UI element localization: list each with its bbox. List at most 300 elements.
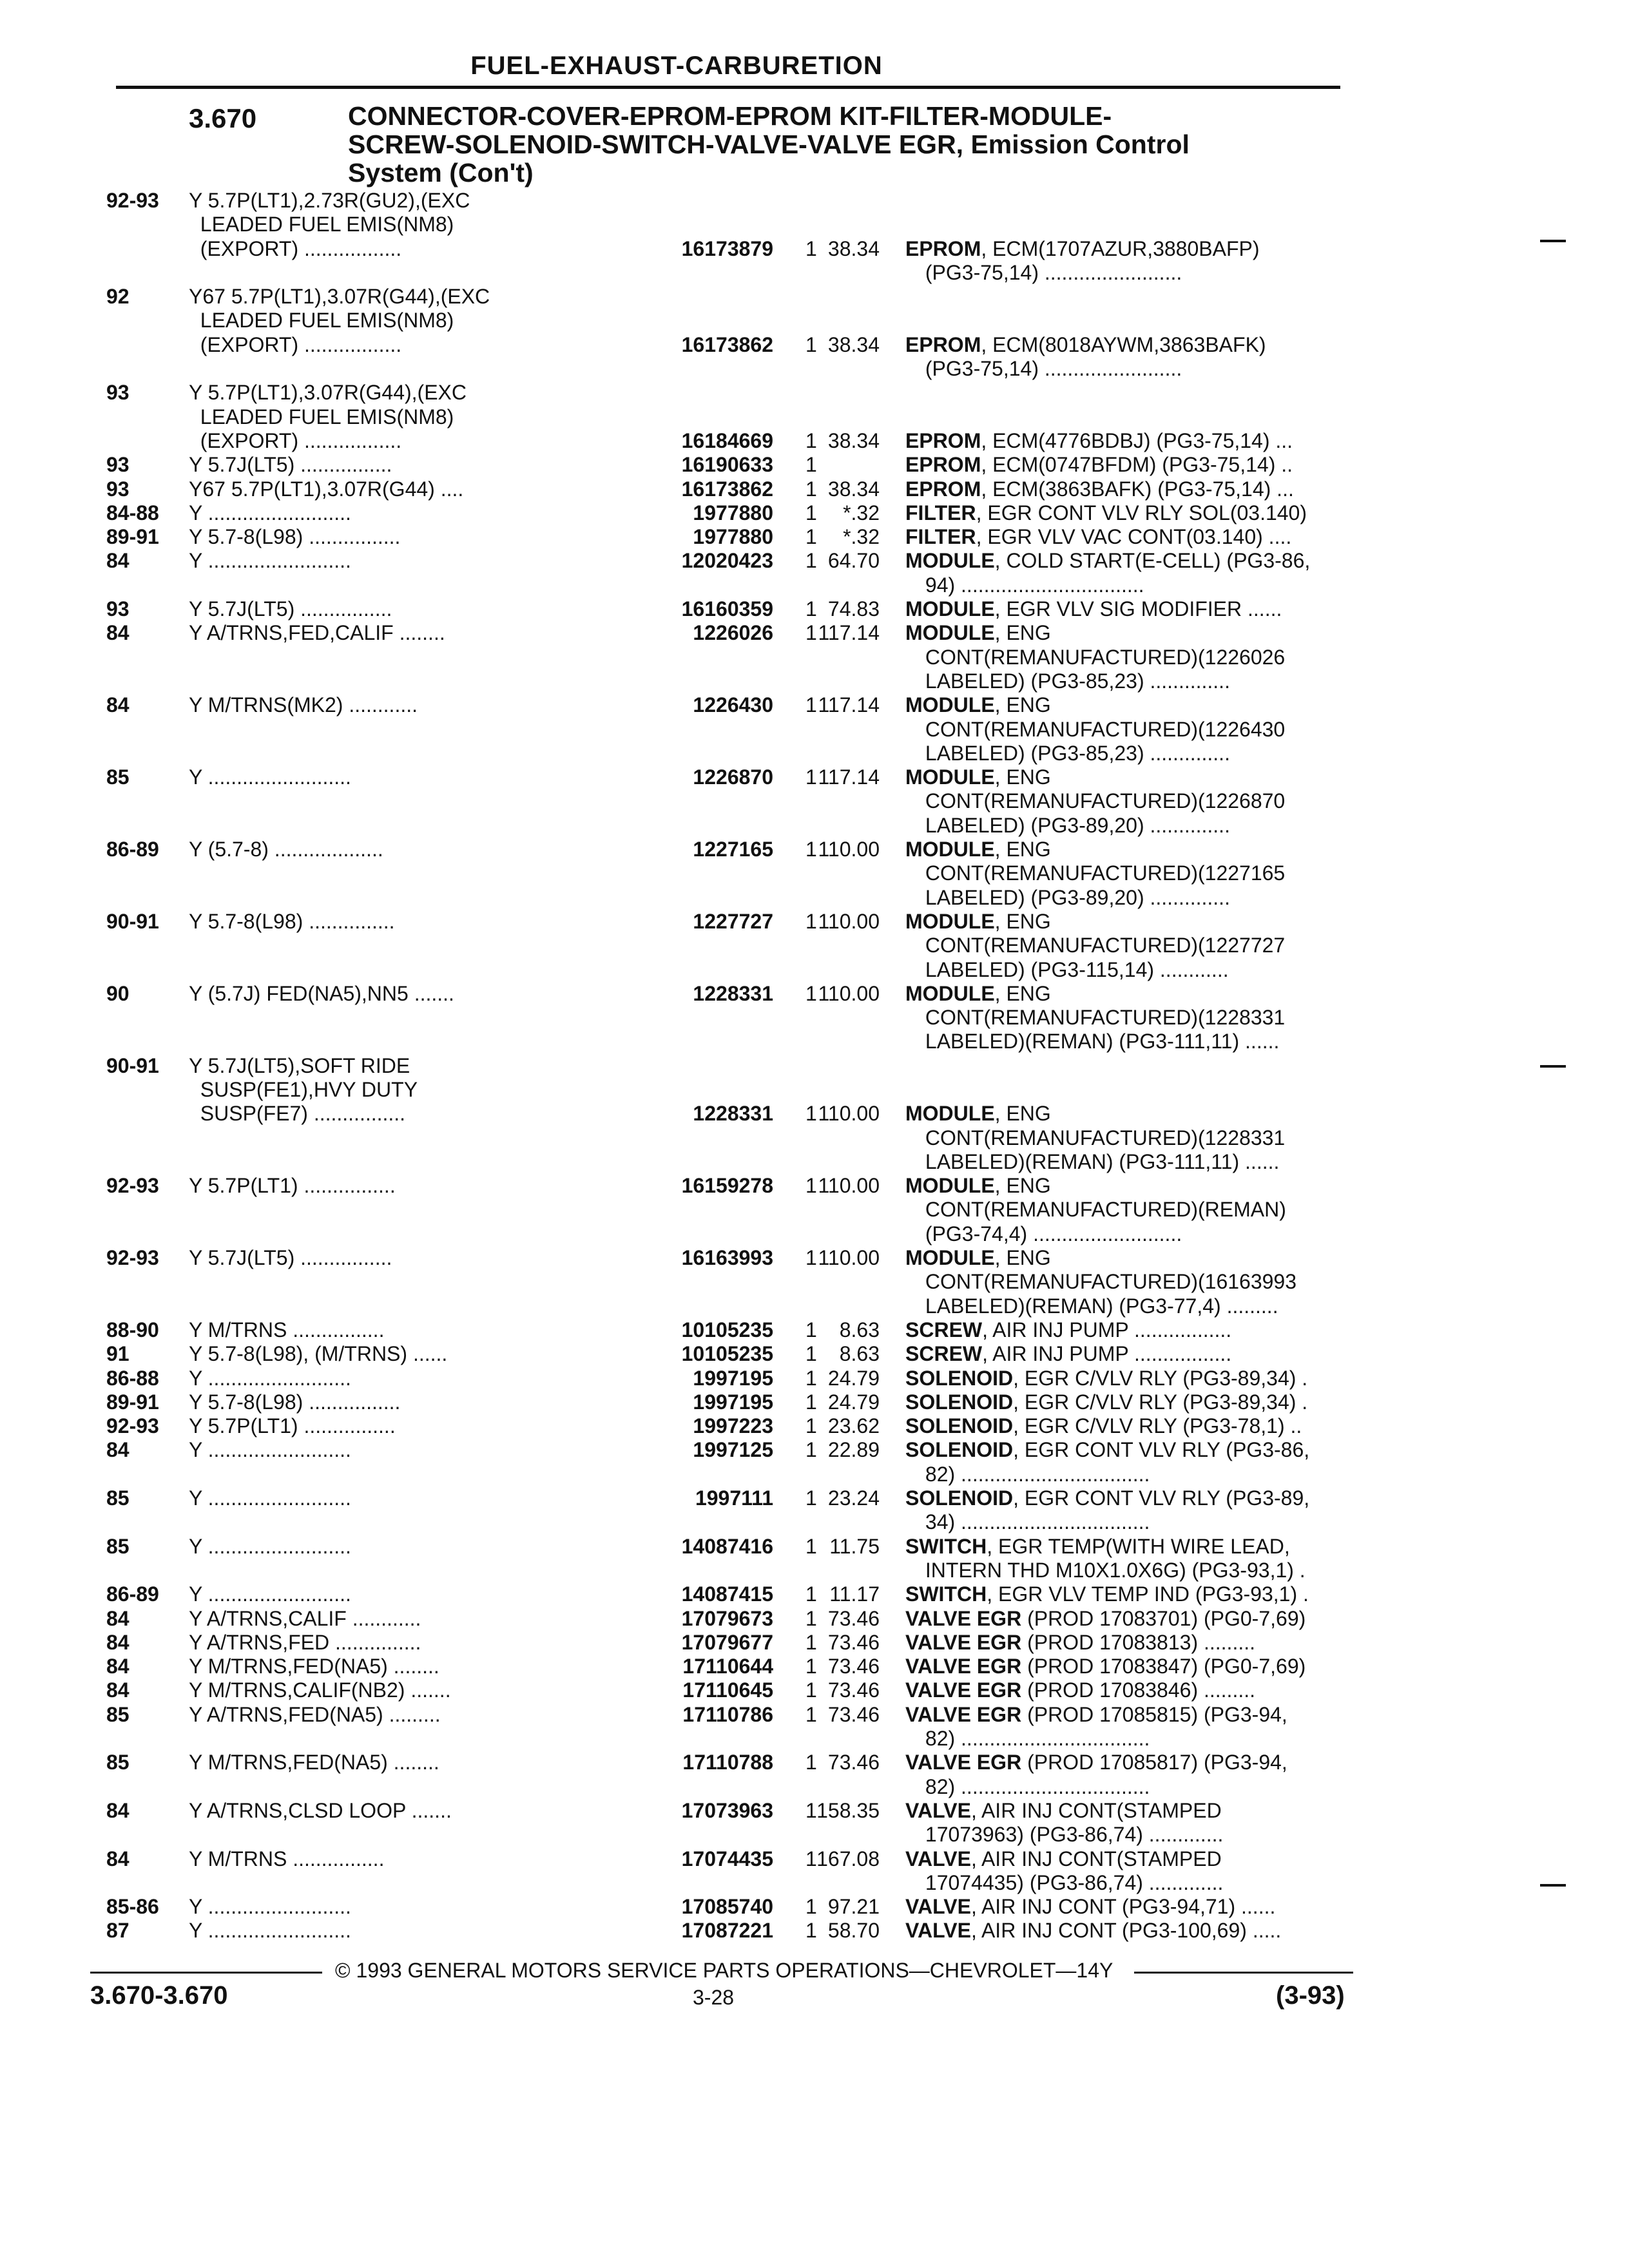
price: 73.46 bbox=[827, 1630, 880, 1654]
price: 73.46 bbox=[827, 1655, 880, 1678]
application-line: (EXPORT) ................. bbox=[189, 332, 402, 356]
part-detail: , EGR TEMP(WITH WIRE LEAD, bbox=[987, 1534, 1290, 1558]
application-line: LEADED FUEL EMIS(NM8) bbox=[189, 309, 454, 332]
model-year: 84 bbox=[106, 621, 130, 645]
description-line bbox=[905, 333, 1395, 357]
description-line: LABELED) (PG3-85,23) .............. bbox=[920, 669, 1230, 693]
description-line bbox=[905, 1751, 1395, 1774]
description bbox=[905, 1390, 1395, 1414]
description-line bbox=[905, 1678, 1395, 1702]
part-detail: (PROD 17085815) (PG3-94, bbox=[1021, 1702, 1287, 1726]
description bbox=[905, 1486, 1395, 1535]
part-detail: (PROD 17083846) ......... bbox=[1021, 1678, 1255, 1702]
application-line: Y A/TRNS,FED,CALIF ........ bbox=[189, 621, 445, 645]
description bbox=[905, 1174, 1395, 1246]
price: 23.24 bbox=[827, 1486, 880, 1510]
part-number: 1227165 bbox=[693, 838, 773, 861]
description-line bbox=[905, 1582, 1395, 1606]
group-title bbox=[348, 102, 1353, 187]
part-name: SOLENOID bbox=[905, 1366, 1014, 1390]
description bbox=[905, 1414, 1395, 1438]
part-name: MODULE bbox=[905, 549, 995, 573]
model-year: 93 bbox=[106, 381, 130, 405]
description-line: CONT(REMANUFACTURED)(1226430 bbox=[920, 717, 1286, 741]
part-number: 1228331 bbox=[693, 981, 773, 1005]
table-row bbox=[106, 1390, 1356, 1414]
application-line: Y A/TRNS,FED(NA5) ......... bbox=[189, 1702, 441, 1726]
table-row bbox=[106, 1318, 1356, 1342]
model-year: 89-91 bbox=[106, 1390, 159, 1414]
model-year: 85-86 bbox=[106, 1895, 159, 1919]
footer-rule-right bbox=[1134, 1972, 1353, 1974]
application-line: Y ......................... bbox=[189, 765, 351, 789]
part-name: MODULE bbox=[905, 1102, 995, 1126]
part-detail: , AIR INJ PUMP ................. bbox=[982, 1342, 1232, 1366]
price: 24.79 bbox=[827, 1366, 880, 1390]
part-name: SCREW bbox=[905, 1318, 983, 1341]
price: *.32 bbox=[843, 525, 880, 549]
application-line: Y ......................... bbox=[189, 1895, 351, 1919]
application-line: Y M/TRNS(MK2) ............ bbox=[189, 693, 418, 717]
model-year: 88-90 bbox=[106, 1318, 159, 1341]
part-name: MODULE bbox=[905, 621, 995, 645]
part-detail: (PROD 17083701) (PG0-7,69) bbox=[1021, 1606, 1306, 1630]
quantity: 1 bbox=[805, 549, 817, 573]
table-row bbox=[106, 621, 1356, 693]
description bbox=[905, 1678, 1395, 1702]
application-line: Y 5.7P(LT1) ................ bbox=[189, 1174, 396, 1198]
application-line: Y (5.7J) FED(NA5),NN5 ....... bbox=[189, 981, 454, 1005]
table-row bbox=[106, 381, 1356, 453]
model-year: 90-91 bbox=[106, 1053, 159, 1077]
group-title-line-2: SCREW-SOLENOID-SWITCH-VALVE-VALVE EGR, Emission Control bbox=[348, 130, 1190, 159]
footer-group-range: 3.670-3.670 bbox=[90, 1981, 228, 2010]
part-detail: , ENG bbox=[994, 621, 1051, 645]
application-line: Y67 5.7P(LT1),3.07R(G44),(EXC bbox=[189, 285, 490, 309]
description bbox=[905, 1582, 1395, 1606]
part-name: SWITCH bbox=[905, 1534, 987, 1558]
quantity: 1 bbox=[805, 477, 817, 501]
part-detail: , ENG bbox=[994, 1174, 1051, 1198]
description-line bbox=[905, 1631, 1395, 1655]
table-row bbox=[106, 1799, 1356, 1847]
description bbox=[905, 237, 1395, 285]
part-name: VALVE EGR bbox=[905, 1630, 1022, 1654]
part-number: 12020423 bbox=[681, 549, 773, 573]
quantity: 1 bbox=[805, 1606, 817, 1630]
description bbox=[905, 838, 1395, 910]
price: 74.83 bbox=[827, 597, 880, 621]
part-number: 17085740 bbox=[681, 1895, 773, 1919]
model-year: 92-93 bbox=[106, 1414, 159, 1438]
quantity: 1 bbox=[805, 1486, 817, 1510]
application-line: Y 5.7-8(L98), (M/TRNS) ...... bbox=[189, 1342, 448, 1366]
description-line bbox=[905, 1318, 1395, 1342]
quantity: 1 bbox=[805, 453, 817, 477]
description-line: LABELED) (PG3-115,14) ............ bbox=[920, 957, 1229, 981]
table-row bbox=[106, 525, 1356, 549]
description-line bbox=[905, 1607, 1395, 1631]
quantity: 1 bbox=[805, 332, 817, 356]
description bbox=[905, 549, 1395, 597]
model-year: 84 bbox=[106, 1678, 130, 1702]
price: 117.14 bbox=[818, 693, 880, 717]
part-name: MODULE bbox=[905, 1174, 995, 1198]
part-detail: , AIR INJ PUMP ................. bbox=[982, 1318, 1232, 1341]
application-line: Y ......................... bbox=[189, 1534, 351, 1558]
part-number: 17110644 bbox=[682, 1655, 773, 1678]
application-line: Y ......................... bbox=[189, 549, 351, 573]
part-name: VALVE EGR bbox=[905, 1678, 1022, 1702]
part-name: MODULE bbox=[905, 909, 995, 933]
application-line: Y A/TRNS,CLSD LOOP ....... bbox=[189, 1798, 452, 1822]
description-line bbox=[905, 982, 1395, 1006]
part-detail: , ECM(3863BAFK) (PG3-75,14) ... bbox=[981, 477, 1294, 501]
description bbox=[905, 1655, 1395, 1678]
part-detail: , EGR VLV TEMP IND (PG3-93,1) . bbox=[987, 1582, 1309, 1606]
description-line: CONT(REMANUFACTURED)(REMAN) bbox=[920, 1198, 1286, 1222]
table-row bbox=[106, 189, 1356, 285]
description bbox=[905, 1318, 1395, 1342]
application-line: Y 5.7-8(L98) ................ bbox=[189, 525, 401, 549]
part-number: 16184669 bbox=[681, 428, 773, 452]
table-row bbox=[106, 838, 1356, 910]
part-number: 14087415 bbox=[681, 1582, 773, 1606]
description bbox=[905, 982, 1395, 1054]
part-number: 16190633 bbox=[681, 453, 773, 477]
price: 24.79 bbox=[827, 1390, 880, 1414]
part-number: 16173862 bbox=[681, 477, 773, 501]
price: 117.14 bbox=[818, 765, 880, 789]
application-line: Y 5.7P(LT1),2.73R(GU2),(EXC bbox=[189, 189, 470, 212]
application-line: Y 5.7J(LT5) ................ bbox=[189, 453, 392, 477]
price: 23.62 bbox=[827, 1414, 880, 1438]
price: 11.17 bbox=[829, 1582, 880, 1606]
description-line bbox=[905, 1174, 1395, 1198]
quantity: 1 bbox=[805, 1678, 817, 1702]
description-line bbox=[905, 910, 1395, 934]
quantity: 1 bbox=[805, 1751, 817, 1774]
table-row bbox=[106, 1486, 1356, 1535]
part-number: 16163993 bbox=[681, 1246, 773, 1270]
application-line: Y ......................... bbox=[189, 1582, 351, 1606]
quantity: 1 bbox=[805, 1630, 817, 1654]
model-year: 84 bbox=[106, 1606, 130, 1630]
price: *.32 bbox=[843, 501, 880, 524]
description-line: 34) ................................. bbox=[920, 1510, 1150, 1534]
header-rule bbox=[116, 86, 1340, 89]
part-detail: , ENG bbox=[994, 1246, 1051, 1270]
application-line: SUSP(FE7) ................ bbox=[189, 1102, 406, 1126]
price: 110.00 bbox=[818, 1102, 880, 1126]
group-title-line-1: CONNECTOR-COVER-EPROM-EPROM KIT-FILTER-MODULE- bbox=[348, 101, 1112, 131]
description-line bbox=[905, 693, 1395, 717]
description-line bbox=[905, 1655, 1395, 1678]
part-name: EPROM bbox=[905, 453, 981, 477]
margin-mark bbox=[1540, 1884, 1566, 1887]
table-row bbox=[106, 1895, 1356, 1919]
quantity: 1 bbox=[805, 1390, 817, 1414]
part-detail: , COLD START(E-CELL) (PG3-86, bbox=[994, 549, 1311, 573]
description bbox=[905, 621, 1395, 693]
part-name: SWITCH bbox=[905, 1582, 987, 1606]
description-line bbox=[905, 429, 1395, 453]
application-line: Y67 5.7P(LT1),3.07R(G44) .... bbox=[189, 477, 464, 501]
description-line: LABELED)(REMAN) (PG3-77,4) ......... bbox=[920, 1294, 1278, 1318]
quantity: 1 bbox=[805, 1582, 817, 1606]
table-row bbox=[106, 453, 1356, 477]
application-line: Y 5.7P(LT1),3.07R(G44),(EXC bbox=[189, 381, 467, 405]
price: 110.00 bbox=[818, 838, 880, 861]
part-name: MODULE bbox=[905, 981, 995, 1005]
description-line bbox=[905, 1799, 1395, 1823]
price: 73.46 bbox=[827, 1678, 880, 1702]
model-year: 84 bbox=[106, 1847, 130, 1870]
application-line: SUSP(FE1),HVY DUTY bbox=[189, 1077, 418, 1101]
application-line: Y ......................... bbox=[189, 1438, 351, 1462]
part-detail: , EGR CONT VLV RLY (PG3-86, bbox=[1013, 1438, 1310, 1462]
table-row bbox=[106, 1655, 1356, 1678]
quantity: 1 bbox=[805, 1174, 817, 1198]
table-row bbox=[106, 1582, 1356, 1606]
part-name: MODULE bbox=[905, 693, 995, 717]
price: 73.46 bbox=[827, 1606, 880, 1630]
description-line bbox=[905, 237, 1395, 261]
description bbox=[905, 1438, 1395, 1486]
description-line bbox=[905, 1414, 1395, 1438]
quantity: 1 bbox=[805, 1798, 817, 1822]
price: 38.34 bbox=[827, 477, 880, 501]
part-detail: , AIR INJ CONT(STAMPED bbox=[970, 1798, 1222, 1822]
part-number: 1226430 bbox=[693, 693, 773, 717]
quantity: 1 bbox=[805, 501, 817, 524]
price: 110.00 bbox=[818, 981, 880, 1005]
application-line: (EXPORT) ................. bbox=[189, 428, 402, 452]
description-line bbox=[905, 1438, 1395, 1462]
application-line: Y A/TRNS,FED ............... bbox=[189, 1630, 421, 1654]
description bbox=[905, 333, 1395, 381]
part-detail: , EGR C/VLV RLY (PG3-78,1) .. bbox=[1013, 1414, 1302, 1438]
description bbox=[905, 525, 1395, 549]
table-row bbox=[106, 1342, 1356, 1366]
description-line bbox=[905, 1342, 1395, 1366]
quantity: 1 bbox=[805, 621, 817, 645]
price: 167.08 bbox=[816, 1847, 880, 1870]
description-line: CONT(REMANUFACTURED)(1227165 bbox=[920, 861, 1286, 885]
quantity: 1 bbox=[805, 525, 817, 549]
application-line: Y M/TRNS ................ bbox=[189, 1847, 385, 1870]
part-name: EPROM bbox=[905, 236, 981, 260]
quantity: 1 bbox=[805, 1318, 817, 1341]
part-number: 1997125 bbox=[693, 1438, 773, 1462]
model-year: 84 bbox=[106, 549, 130, 573]
table-row bbox=[106, 1438, 1356, 1486]
quantity: 1 bbox=[805, 236, 817, 260]
description bbox=[905, 597, 1395, 621]
description-line bbox=[905, 621, 1395, 645]
footer-rule-left bbox=[90, 1972, 322, 1974]
quantity: 1 bbox=[805, 1534, 817, 1558]
description-line: 94) ................................ bbox=[920, 573, 1144, 597]
application-line: Y 5.7P(LT1) ................ bbox=[189, 1414, 396, 1438]
description bbox=[905, 501, 1395, 525]
part-detail: , EGR C/VLV RLY (PG3-89,34) . bbox=[1013, 1390, 1308, 1414]
description bbox=[905, 429, 1395, 453]
description-line: CONT(REMANUFACTURED)(1226026 bbox=[920, 645, 1286, 669]
description-line: CONT(REMANUFACTURED)(1228331 bbox=[920, 1006, 1286, 1030]
description bbox=[905, 477, 1395, 501]
table-row bbox=[106, 597, 1356, 621]
group-title-line-3: System (Con't) bbox=[348, 158, 534, 187]
description-line bbox=[905, 1895, 1395, 1919]
description-line bbox=[905, 1102, 1395, 1126]
quantity: 1 bbox=[805, 597, 817, 621]
part-number: 1997111 bbox=[695, 1486, 773, 1510]
part-detail: , AIR INJ CONT(STAMPED bbox=[970, 1847, 1222, 1870]
part-number: 14087416 bbox=[681, 1534, 773, 1558]
table-row bbox=[106, 1678, 1356, 1702]
part-name: VALVE EGR bbox=[905, 1751, 1022, 1774]
model-year: 93 bbox=[106, 477, 130, 501]
table-row bbox=[106, 1847, 1356, 1896]
part-number: 10105235 bbox=[681, 1318, 773, 1341]
part-name: SOLENOID bbox=[905, 1414, 1014, 1438]
table-row bbox=[106, 1367, 1356, 1390]
description-line bbox=[905, 501, 1395, 525]
part-number: 1226026 bbox=[693, 621, 773, 645]
application-line: Y M/TRNS,CALIF(NB2) ....... bbox=[189, 1678, 451, 1702]
quantity: 1 bbox=[805, 1655, 817, 1678]
description bbox=[905, 1847, 1395, 1896]
part-detail: , ENG bbox=[994, 981, 1051, 1005]
part-number: 1997195 bbox=[693, 1366, 773, 1390]
description-line: (PG3-75,14) ........................ bbox=[920, 357, 1182, 381]
description-line: LABELED)(REMAN) (PG3-111,11) ...... bbox=[920, 1030, 1280, 1053]
model-year: 86-89 bbox=[106, 838, 159, 861]
description-line bbox=[905, 477, 1395, 501]
group-number: 3.670 bbox=[189, 103, 257, 133]
part-detail: , ECM(0747BFDM) (PG3-75,14) .. bbox=[981, 453, 1293, 477]
model-year: 91 bbox=[106, 1342, 130, 1366]
price: 8.63 bbox=[839, 1318, 880, 1341]
model-year: 85 bbox=[106, 765, 130, 789]
part-name: SOLENOID bbox=[905, 1486, 1014, 1510]
part-number: 17073963 bbox=[681, 1798, 773, 1822]
price: 22.89 bbox=[827, 1438, 880, 1462]
part-detail: , ECM(1707AZUR,3880BAFP) bbox=[981, 236, 1260, 260]
part-name: VALVE bbox=[905, 1847, 971, 1870]
part-number: 16173862 bbox=[681, 332, 773, 356]
application-line: Y ......................... bbox=[189, 1366, 351, 1390]
description-line bbox=[905, 1919, 1395, 1943]
part-detail: , AIR INJ CONT (PG3-94,71) ...... bbox=[970, 1895, 1276, 1919]
part-detail: , EGR C/VLV RLY (PG3-89,34) . bbox=[1013, 1366, 1308, 1390]
footer-copyright: © 1993 GENERAL MOTORS SERVICE PARTS OPERATIONS—CHEVROLET—14Y bbox=[335, 1959, 1113, 1982]
part-detail: , EGR VLV VAC CONT(03.140) .... bbox=[976, 525, 1292, 549]
quantity: 1 bbox=[805, 981, 817, 1005]
part-detail: (PROD 17085817) (PG3-94, bbox=[1021, 1751, 1287, 1774]
model-year: 92-93 bbox=[106, 1246, 159, 1270]
description bbox=[905, 1535, 1395, 1583]
part-detail: (PROD 17083847) (PG0-7,69) bbox=[1021, 1655, 1306, 1678]
part-name: VALVE bbox=[905, 1895, 971, 1919]
description-line: 82) ................................. bbox=[920, 1774, 1150, 1798]
part-name: VALVE EGR bbox=[905, 1702, 1022, 1726]
quantity: 1 bbox=[805, 1895, 817, 1919]
model-year: 84 bbox=[106, 693, 130, 717]
part-detail: , ENG bbox=[994, 909, 1051, 933]
part-number: 1977880 bbox=[693, 501, 773, 524]
model-year: 85 bbox=[106, 1486, 130, 1510]
application-line: LEADED FUEL EMIS(NM8) bbox=[189, 405, 454, 428]
price: 38.34 bbox=[827, 236, 880, 260]
description-line: 17073963) (PG3-86,74) ............. bbox=[920, 1823, 1224, 1847]
model-year: 84 bbox=[106, 1438, 130, 1462]
description-line: LABELED) (PG3-89,20) .............. bbox=[920, 813, 1230, 837]
description bbox=[905, 453, 1395, 477]
description bbox=[905, 693, 1395, 765]
part-name: VALVE EGR bbox=[905, 1606, 1022, 1630]
table-row bbox=[106, 285, 1356, 381]
part-number: 17087221 bbox=[681, 1919, 773, 1943]
description-line bbox=[905, 453, 1395, 477]
part-name: MODULE bbox=[905, 597, 995, 621]
description-line bbox=[905, 1703, 1395, 1727]
part-number: 17079677 bbox=[681, 1630, 773, 1654]
description-line bbox=[905, 525, 1395, 549]
description bbox=[905, 1342, 1395, 1366]
description-line bbox=[905, 1535, 1395, 1559]
application-line: Y ......................... bbox=[189, 1919, 351, 1943]
description bbox=[905, 1703, 1395, 1751]
price: 110.00 bbox=[818, 1246, 880, 1270]
table-row bbox=[106, 765, 1356, 838]
price: 97.21 bbox=[827, 1895, 880, 1919]
description-line: 82) ................................. bbox=[920, 1462, 1150, 1486]
description-line bbox=[905, 838, 1395, 861]
description bbox=[905, 1895, 1395, 1919]
part-number: 17110788 bbox=[682, 1751, 773, 1774]
price: 8.63 bbox=[839, 1342, 880, 1366]
application-line: LEADED FUEL EMIS(NM8) bbox=[189, 213, 454, 236]
part-name: MODULE bbox=[905, 765, 995, 789]
price: 38.34 bbox=[827, 428, 880, 452]
table-row bbox=[106, 1414, 1356, 1438]
part-name: FILTER bbox=[905, 501, 976, 524]
application-line: Y M/TRNS,FED(NA5) ........ bbox=[189, 1655, 439, 1678]
part-number: 16159278 bbox=[681, 1174, 773, 1198]
description bbox=[905, 765, 1395, 838]
footer-date: (3-93) bbox=[1276, 1981, 1345, 2010]
application-line: Y 5.7J(LT5),SOFT RIDE bbox=[189, 1053, 410, 1077]
part-name: VALVE bbox=[905, 1919, 971, 1943]
price: 110.00 bbox=[818, 1174, 880, 1198]
application-line: Y ......................... bbox=[189, 1486, 351, 1510]
description-line: INTERN THD M10X1.0X6G) (PG3-93,1) . bbox=[920, 1558, 1306, 1582]
description bbox=[905, 1367, 1395, 1390]
description bbox=[905, 1799, 1395, 1847]
price: 117.14 bbox=[818, 621, 880, 645]
table-row bbox=[106, 477, 1356, 501]
table-row bbox=[106, 1631, 1356, 1655]
description bbox=[905, 910, 1395, 982]
description-line: LABELED)(REMAN) (PG3-111,11) ...... bbox=[920, 1149, 1280, 1173]
quantity: 1 bbox=[805, 909, 817, 933]
part-detail: (PROD 17083813) ......... bbox=[1021, 1630, 1255, 1654]
description-line bbox=[905, 549, 1395, 573]
model-year: 90 bbox=[106, 981, 130, 1005]
application-line: Y 5.7J(LT5) ................ bbox=[189, 1246, 392, 1270]
